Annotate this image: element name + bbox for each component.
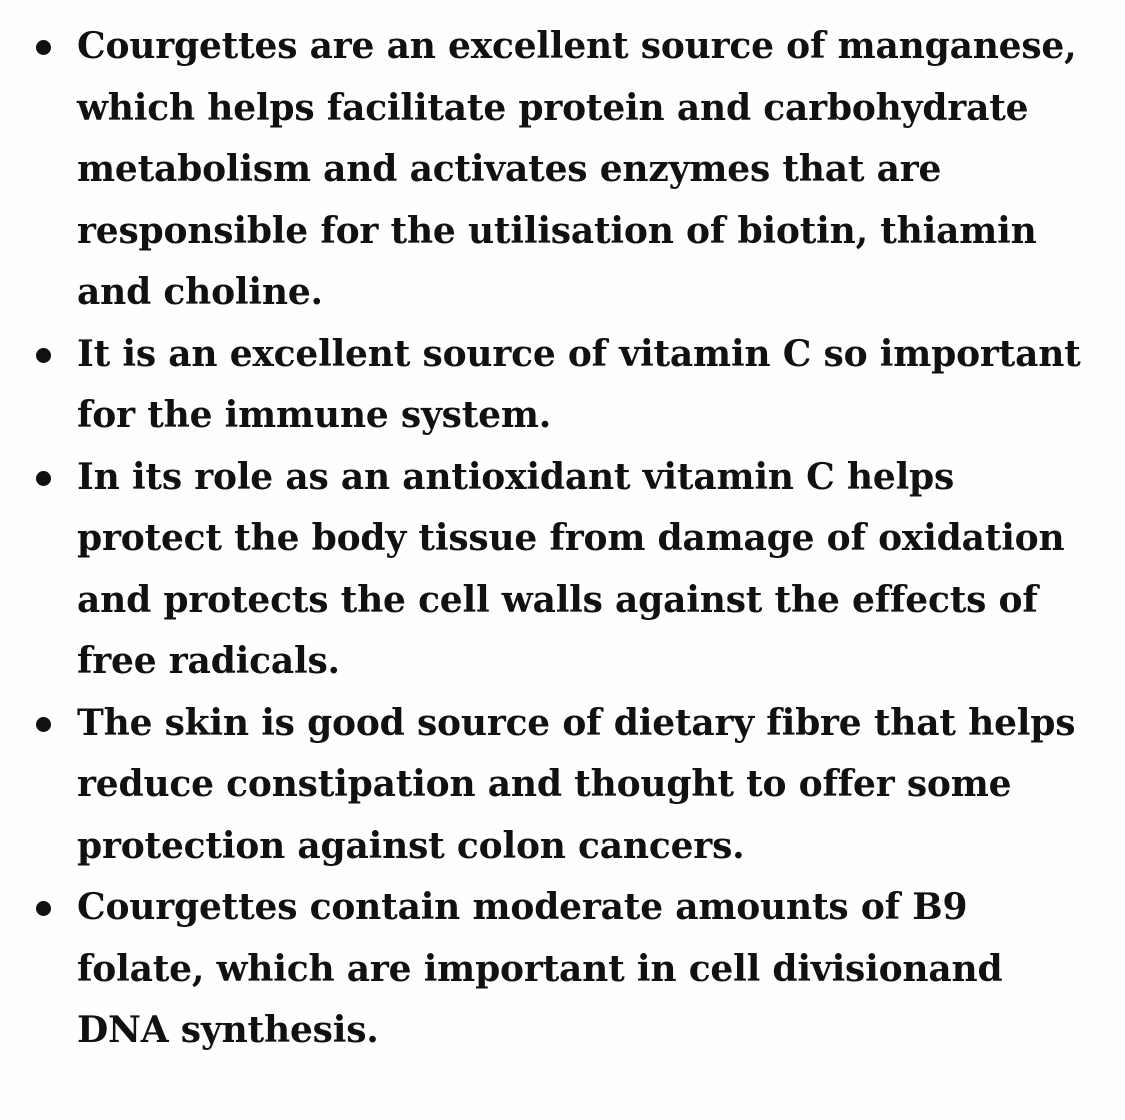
bullet-list [32,16,1092,1062]
bullet-icon [36,901,51,916]
list-item-text: It is an excellent source of vitamin C so important for the immune system. [77,332,1081,436]
list-item [32,16,1092,324]
list-item-text: The skin is good source of dietary fibre that helps reduce constipation and thought to offer some protection against colon cancers. [77,701,1076,867]
bullet-icon [36,717,51,732]
bullet-icon [36,471,51,486]
bullet-icon [36,40,51,55]
bullet-icon [36,348,51,363]
list-item [32,447,1092,693]
list-item-text: Courgettes contain moderate amounts of B9 folate, which are important in cell divisionand DNA synthesis. [77,886,1003,1051]
list-item [32,693,1092,878]
list-item-text: In its role as an antioxidant vitamin C helps protect the body tissue from damage of oxidation and protects the cell walls against the effects of free radicals. [77,455,1065,682]
list-item-text: Courgettes are an excellent source of manganese, which helps facilitate protein and carbohydrate metabolism and activates enzymes that are responsible for the utilisation of biotin, thiamin and choline. [77,25,1077,313]
list-item [32,877,1092,1062]
list-item [32,324,1092,447]
